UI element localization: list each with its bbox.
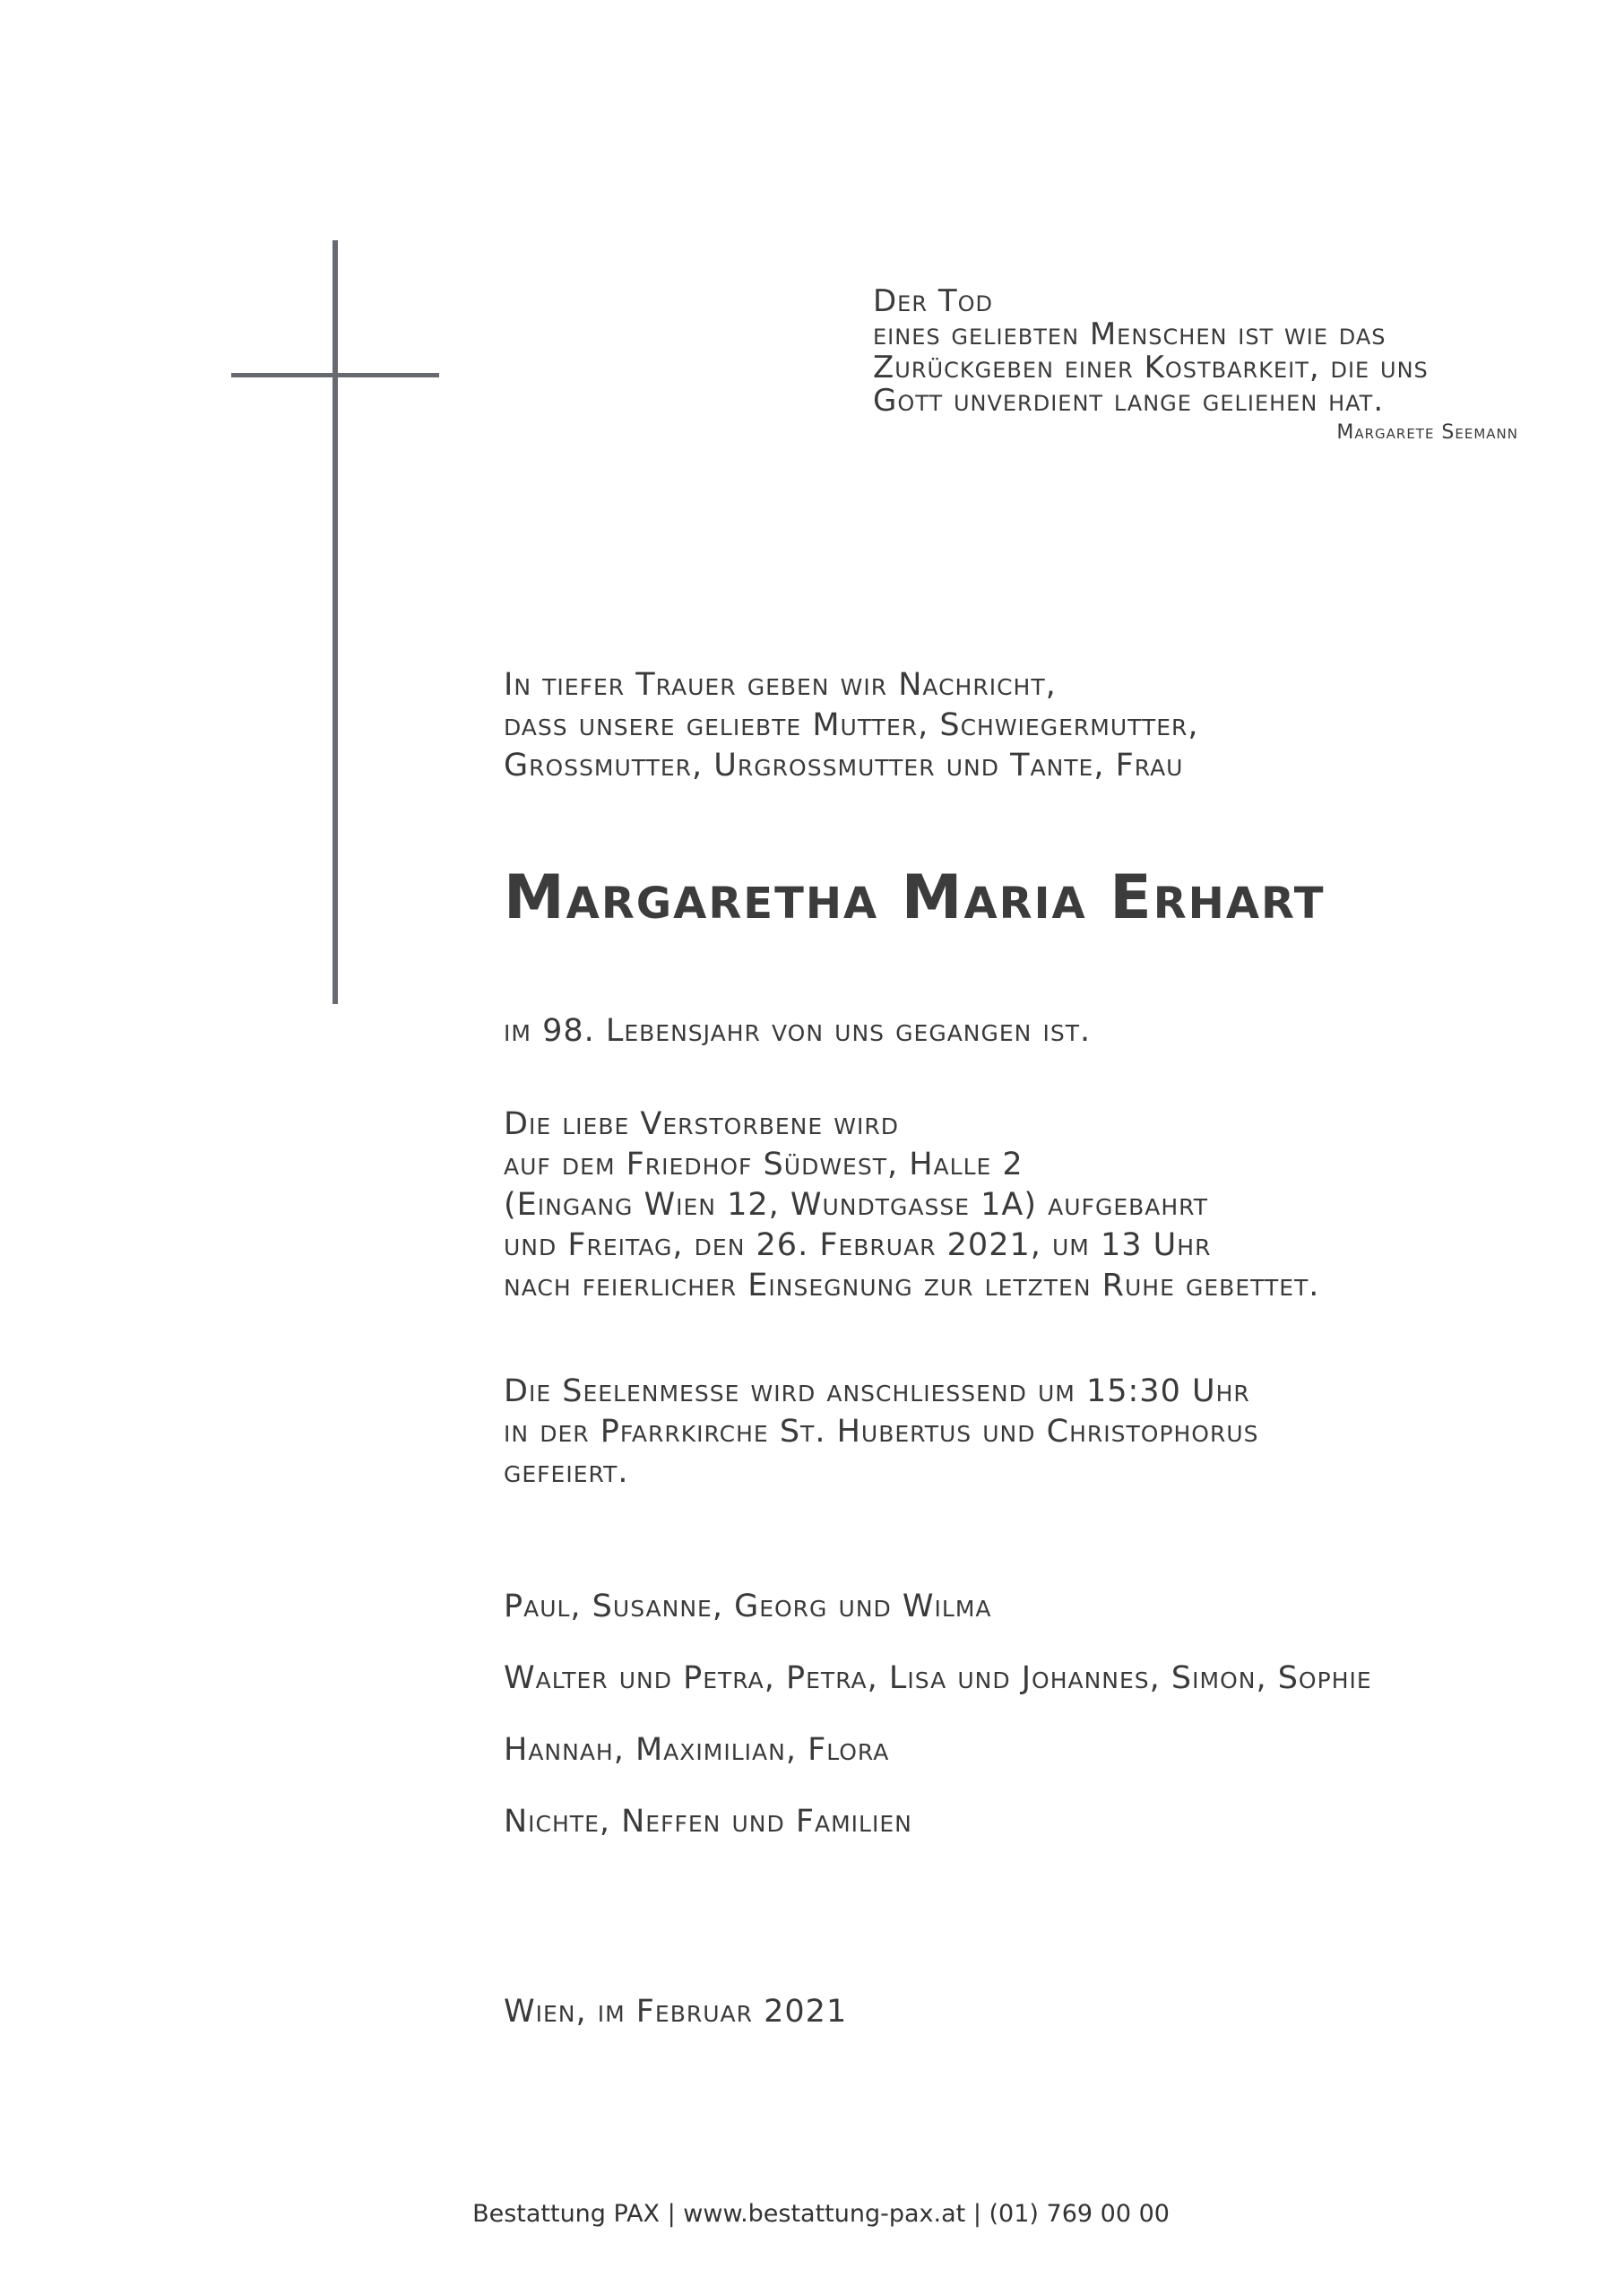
quote-line: Zurückgeben einer Kostbarkeit, die uns bbox=[873, 350, 1429, 385]
funeral-home-footer: Bestattung PAX | www.bestattung-pax.at | (01) 769 00 00 bbox=[472, 2200, 1170, 2228]
mass-details bbox=[504, 1372, 1259, 1493]
mourner-group: Walter und Petra, Petra, Lisa und Johannes, Simon, Sophie bbox=[504, 1660, 1372, 1696]
quote-block bbox=[873, 285, 1536, 446]
intro-line: In tiefer Trauer geben wir Nachricht, bbox=[504, 667, 1057, 703]
mourner-group: Paul, Susanne, Georg und Wilma bbox=[504, 1589, 992, 1624]
quote-line: Gott unverdient lange geliehen hat. bbox=[873, 383, 1385, 419]
place-date-line: Wien, im Februar 2021 bbox=[504, 1994, 848, 2030]
mourner-group: Nichte, Neffen und Familien bbox=[504, 1804, 912, 1840]
mass-line: gefeiert. bbox=[504, 1454, 629, 1490]
cross-vertical-bar bbox=[333, 240, 338, 1004]
burial-line: nach feierlicher Einsegnung zur letzten Ruhe gebettet. bbox=[504, 1268, 1320, 1303]
cross-horizontal-bar bbox=[231, 373, 439, 377]
age-line: im 98. Lebensjahr von uns gegangen ist. bbox=[504, 1013, 1092, 1049]
burial-line: und Freitag, den 26. Februar 2021, um 13 Uhr bbox=[504, 1227, 1212, 1263]
mass-line: Die Seelenmesse wird anschliessend um 15:30 Uhr bbox=[504, 1373, 1250, 1409]
quote-author: Margarete Seemann bbox=[1336, 421, 1518, 444]
announcement-intro bbox=[504, 665, 1199, 786]
mass-line: in der Pfarrkirche St. Hubertus und Christophorus bbox=[504, 1414, 1259, 1450]
intro-line: dass unsere geliebte Mutter, Schwiegermutter, bbox=[504, 707, 1199, 743]
burial-details bbox=[504, 1104, 1319, 1306]
deceased-name: Margaretha Maria Erhart bbox=[504, 862, 1326, 933]
age-statement bbox=[504, 1011, 1091, 1052]
burial-line: Die liebe Verstorbene wird bbox=[504, 1106, 899, 1142]
mourner-group: Hannah, Maximilian, Flora bbox=[504, 1732, 890, 1768]
place-and-date bbox=[504, 1992, 847, 2032]
burial-line: auf dem Friedhof Südwest, Halle 2 bbox=[504, 1147, 1024, 1182]
intro-line: Grossmutter, Urgrossmutter und Tante, Frau bbox=[504, 748, 1184, 784]
mourners-list bbox=[504, 1571, 1372, 1858]
burial-line: (Eingang Wien 12, Wundtgasse 1A) aufgebahrt bbox=[504, 1187, 1208, 1223]
quote-line: eines geliebten Menschen ist wie das bbox=[873, 316, 1386, 352]
quote-line: Der Tod bbox=[873, 283, 993, 319]
